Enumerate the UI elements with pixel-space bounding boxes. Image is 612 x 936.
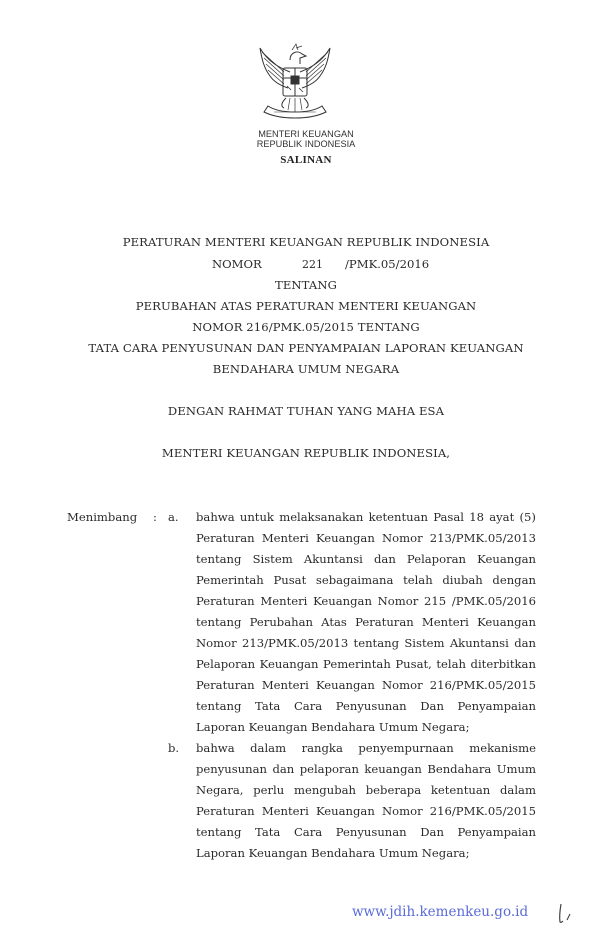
tentang-heading: TENTANG xyxy=(275,278,337,292)
subject-line: TATA CARA PENYUSUNAN DAN PENYAMPAIAN LAPORAN KEUANGAN xyxy=(88,341,524,355)
consideration-a-line: bahwa untuk melaksanakan ketentuan Pasal 18 ayat (5) xyxy=(196,510,536,524)
subject-line: NOMOR 216/PMK.05/2015 TENTANG xyxy=(192,320,420,334)
regulation-code: /PMK.05/2016 xyxy=(345,257,430,271)
consideration-b-line: Laporan Keuangan Bendahara Umum Negara; xyxy=(196,846,470,860)
consideration-a-line: tentang Perubahan Atas Peraturan Menteri Keuangan xyxy=(196,615,536,629)
consideration-b-line: bahwa dalam rangka penyempurnaan mekanisme xyxy=(196,741,536,755)
consideration-a-line: Peraturan Menteri Keuangan Nomor 213/PMK.05/2013 xyxy=(196,531,536,545)
invocation: DENGAN RAHMAT TUHAN YANG MAHA ESA xyxy=(167,404,445,418)
consideration-b-line: Negara, perlu mengubah beberapa ketentuan dalam xyxy=(196,783,536,797)
subject-line: BENDAHARA UMUM NEGARA xyxy=(212,362,400,376)
ministry-name-line2: REPUBLIK INDONESIA xyxy=(256,139,356,149)
consideration-a-line: Pemerintah Pusat sebagaimana telah diubah dengan xyxy=(196,573,536,587)
consideration-a-line: tentang Sistem Akuntansi dan Pelaporan Keuangan xyxy=(196,552,536,566)
handwritten-initial-icon xyxy=(556,900,578,926)
consideration-a-line: Nomor 213/PMK.05/2013 tentang Sistem Akuntansi dan xyxy=(196,636,536,650)
ministry-name-line1: MENTERI KEUANGAN xyxy=(258,129,354,139)
consideration-b-line: Peraturan Menteri Keuangan Nomor 216/PMK.05/2015 xyxy=(196,804,536,818)
item-marker-a: a. xyxy=(168,510,179,524)
subject-line: PERUBAHAN ATAS PERATURAN MENTERI KEUANGAN xyxy=(135,299,477,313)
consideration-a-line: tentang Tata Cara Penyusunan Dan Penyampaian xyxy=(196,699,536,713)
nomor-label: NOMOR xyxy=(212,257,262,271)
regulation-number: 221 xyxy=(302,258,323,271)
consideration-a-line: Pelaporan Keuangan Pemerintah Pusat, telah diterbitkan xyxy=(196,657,536,671)
issuer: MENTERI KEUANGAN REPUBLIK INDONESIA, xyxy=(161,446,451,460)
consideration-a-line: Laporan Keuangan Bendahara Umum Negara; xyxy=(196,720,470,734)
consideration-a-line: Peraturan Menteri Keuangan Nomor 215 /PMK.05/2016 xyxy=(196,594,536,608)
item-marker-b: b. xyxy=(168,741,180,755)
jdih-website-link[interactable]: www.jdih.kemenkeu.go.id xyxy=(352,904,529,920)
consideration-b-line: penyusunan dan pelaporan keuangan Bendahara Umum xyxy=(196,762,536,776)
consideration-a-line: Peraturan Menteri Keuangan Nomor 216/PMK.05/2015 xyxy=(196,678,536,692)
garuda-emblem-icon xyxy=(254,38,336,122)
regulation-title: PERATURAN MENTERI KEUANGAN REPUBLIK INDONESIA xyxy=(122,235,490,249)
considerations-separator: : xyxy=(153,510,157,524)
consideration-b-line: tentang Tata Cara Penyusunan Dan Penyampaian xyxy=(196,825,536,839)
copy-stamp: SALINAN xyxy=(280,154,332,166)
considerations-label: Menimbang xyxy=(67,510,138,524)
